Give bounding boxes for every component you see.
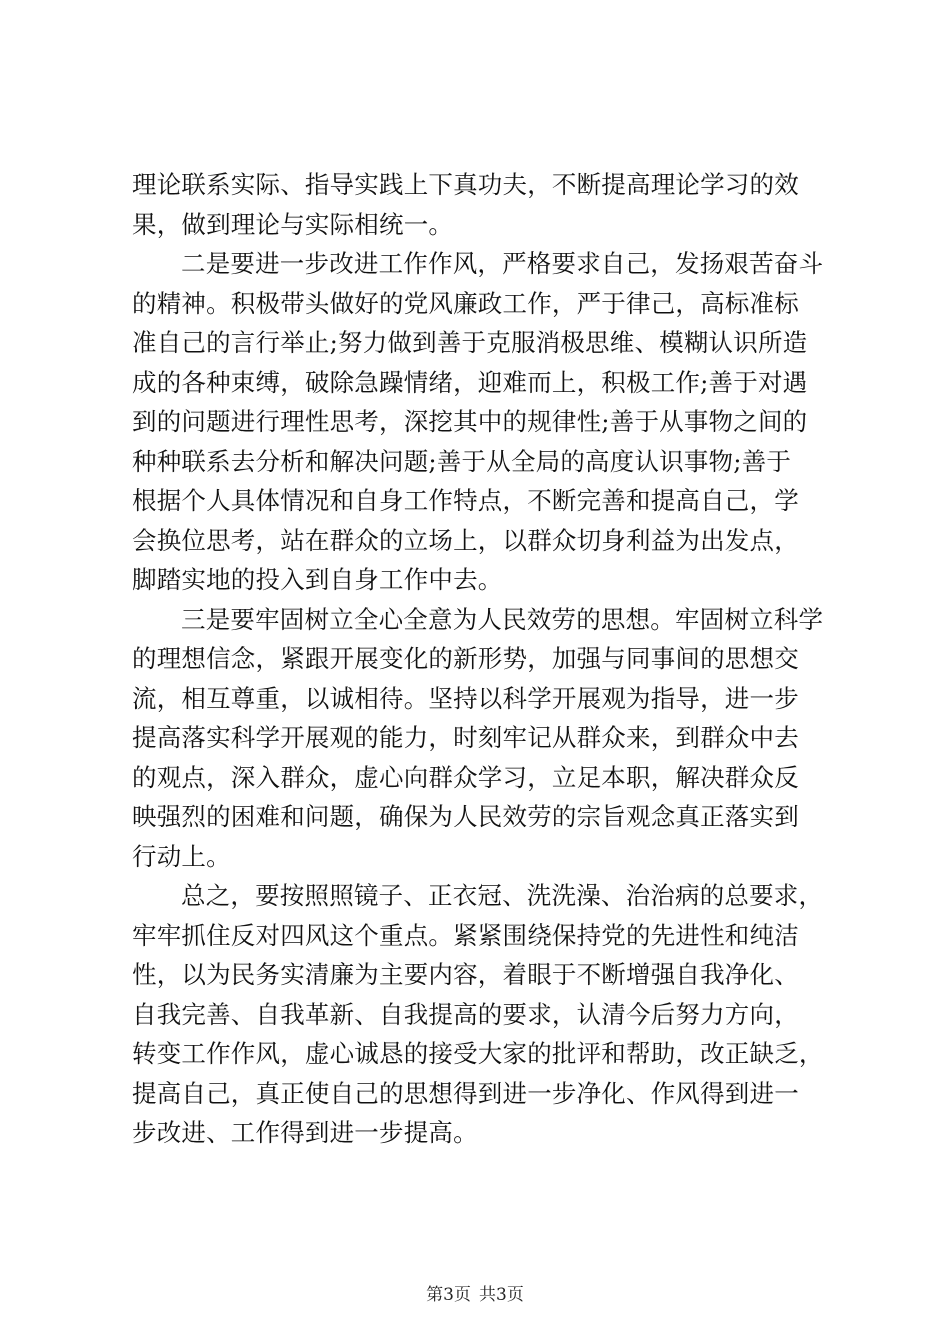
page-number: 第3页 [426, 1285, 471, 1305]
text-line: 的观点，深入群众，虚心向群众学习，立足本职，解决群众反 [132, 762, 799, 792]
page-total: 共3页 [479, 1285, 524, 1305]
text-line: 牢牢抓住反对四风这个重点。紧紧围绕保持党的先进性和纯洁 [132, 920, 799, 950]
text-line: 到的问题进行理性思考，深挖其中的规律性;善于从事物之间的 [132, 407, 808, 436]
text-line: 准自己的言行举止;努力做到善于克服消极思维、模糊认识所造 [132, 328, 808, 357]
text-line: 二是要进一步改进工作作风，严格要求自己，发扬艰苦奋斗 [181, 249, 824, 278]
text-line: 行动上。 [132, 841, 231, 871]
text-line: 性，以为民务实清廉为主要内容，着眼于不断增强自我净化、 [132, 960, 799, 989]
text-line: 提高自己，真正使自己的思想得到进一步净化、作风得到进一 [132, 1078, 799, 1108]
text-line: 会换位思考，站在群众的立场上，以群众切身利益为出发点， [132, 525, 799, 555]
text-line: 理论联系实际、指导实践上下真功夫，不断提高理论学习的效 [132, 170, 799, 199]
text-line: 自我完善、自我革新、自我提高的要求，认清今后努力方向， [132, 999, 799, 1029]
text-line: 的精神。积极带头做好的党风廉政工作，严于律己，高标准标 [132, 288, 799, 318]
text-line: 根据个人具体情况和自身工作特点，不断完善和提高自己，学 [132, 486, 799, 515]
text-line: 果，做到理论与实际相统一。 [132, 209, 454, 239]
text-line: 提高落实科学开展观的能力，时刻牢记从群众来，到群众中去 [132, 723, 799, 752]
text-line: 总之，要按照照镜子、正衣冠、洗洗澡、治治病的总要求， [181, 881, 824, 910]
text-line: 种种联系去分析和解决问题;善于从全局的高度认识事物;善于 [132, 446, 792, 476]
text-line: 映强烈的困难和问题，确保为人民效劳的宗旨观念真正落实到 [132, 802, 799, 831]
text-line: 转变工作作风，虚心诚恳的接受大家的批评和帮助，改正缺乏， [132, 1039, 824, 1068]
text-line: 步改进、工作得到进一步提高。 [132, 1118, 478, 1147]
text-line: 脚踏实地的投入到自身工作中去。 [132, 565, 503, 594]
text-line: 成的各种束缚，破除急躁情绪，迎难而上，积极工作;善于对遇 [132, 367, 808, 397]
text-line: 流，相互尊重，以诚相待。坚持以科学开展观为指导，进一步 [132, 683, 799, 713]
document-body [132, 165, 837, 1153]
text-line: 的理想信念，紧跟开展变化的新形势，加强与同事间的思想交 [132, 644, 799, 673]
page-footer [0, 1283, 950, 1307]
text-line: 三是要牢固树立全心全意为人民效劳的思想。牢固树立科学 [181, 604, 824, 634]
